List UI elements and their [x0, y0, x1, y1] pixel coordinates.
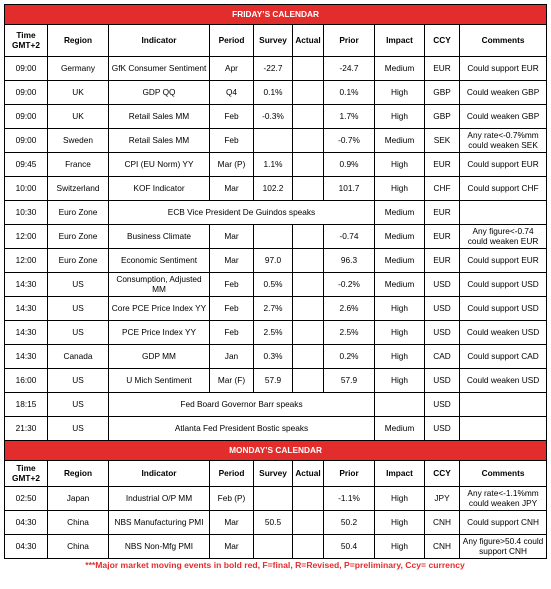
cell-prior: -0.7% [324, 129, 375, 153]
cell-prior: 101.7 [324, 177, 375, 201]
cell-period: Q4 [210, 81, 254, 105]
cell-indicator: Retail Sales MM [109, 129, 210, 153]
table-row [5, 369, 547, 393]
cell-actual [293, 129, 324, 153]
cell-period: Mar [210, 177, 254, 201]
cell-ccy: GBP [425, 105, 460, 129]
table-row [5, 321, 547, 345]
cell-ccy: EUR [425, 225, 460, 249]
cell-survey: 50.5 [254, 511, 293, 535]
cell-period: Feb [210, 273, 254, 297]
cell-period: Mar (F) [210, 369, 254, 393]
cell-survey [254, 535, 293, 559]
cell-time: 09:00 [5, 129, 48, 153]
cell-ccy: USD [425, 393, 460, 417]
cell-period: Feb [210, 321, 254, 345]
cell-time: 04:30 [5, 511, 48, 535]
cell-prior: 50.4 [324, 535, 375, 559]
header-ccy: CCY [425, 461, 460, 487]
table-row [5, 297, 547, 321]
cell-actual [293, 511, 324, 535]
cell-indicator: Industrial O/P MM [109, 487, 210, 511]
cell-survey: -0.3% [254, 105, 293, 129]
cell-time: 09:45 [5, 153, 48, 177]
cell-impact [375, 393, 425, 417]
cell-survey: 2.7% [254, 297, 293, 321]
table-row [5, 417, 547, 441]
cell-period: Feb [210, 105, 254, 129]
cell-prior: -0.74 [324, 225, 375, 249]
cell-ccy: CAD [425, 345, 460, 369]
cell-period: Jan [210, 345, 254, 369]
cell-time: 16:00 [5, 369, 48, 393]
cell-period: Feb [210, 129, 254, 153]
cell-actual [293, 535, 324, 559]
cell-indicator: NBS Non-Mfg PMI [109, 535, 210, 559]
cell-actual [293, 345, 324, 369]
cell-survey: 0.5% [254, 273, 293, 297]
header-region: Region [48, 25, 109, 57]
cell-region: Germany [48, 57, 109, 81]
cell-time: 14:30 [5, 321, 48, 345]
cell-impact: High [375, 321, 425, 345]
cell-ccy: USD [425, 321, 460, 345]
cell-survey: 1.1% [254, 153, 293, 177]
header-time: Time GMT+2 [5, 461, 48, 487]
cell-actual [293, 273, 324, 297]
cell-region: UK [48, 105, 109, 129]
table-row [5, 129, 547, 153]
header-comments: Comments [460, 25, 547, 57]
table-row [5, 201, 547, 225]
table-row [5, 105, 547, 129]
cell-region: Japan [48, 487, 109, 511]
cell-period: Mar [210, 225, 254, 249]
cell-ccy: CNH [425, 511, 460, 535]
economic-calendar [4, 4, 546, 570]
friday-header-row [5, 25, 547, 57]
cell-indicator: NBS Manufacturing PMI [109, 511, 210, 535]
cell-time: 14:30 [5, 297, 48, 321]
cell-comments: Could weaken GBP [460, 81, 547, 105]
cell-survey [254, 225, 293, 249]
cell-impact: High [375, 81, 425, 105]
cell-prior: 0.2% [324, 345, 375, 369]
cell-prior: 1.7% [324, 105, 375, 129]
calendar-table [4, 4, 547, 559]
table-row [5, 273, 547, 297]
cell-event: Fed Board Governor Barr speaks [109, 393, 375, 417]
cell-region: China [48, 511, 109, 535]
cell-region: UK [48, 81, 109, 105]
cell-survey: 0.1% [254, 81, 293, 105]
cell-comments: Any figure>50.4 could support CNH [460, 535, 547, 559]
cell-ccy: USD [425, 273, 460, 297]
header-indicator: Indicator [109, 461, 210, 487]
table-row [5, 393, 547, 417]
cell-period: Mar (P) [210, 153, 254, 177]
cell-survey: -22.7 [254, 57, 293, 81]
cell-survey [254, 129, 293, 153]
cell-region: US [48, 321, 109, 345]
header-comments: Comments [460, 461, 547, 487]
cell-time: 10:30 [5, 201, 48, 225]
cell-survey: 102.2 [254, 177, 293, 201]
table-row [5, 81, 547, 105]
header-survey: Survey [254, 25, 293, 57]
cell-region: US [48, 297, 109, 321]
cell-ccy: JPY [425, 487, 460, 511]
header-impact: Impact [375, 25, 425, 57]
cell-prior: 50.2 [324, 511, 375, 535]
cell-comments: Could support EUR [460, 153, 547, 177]
cell-time: 02:50 [5, 487, 48, 511]
cell-period: Feb (P) [210, 487, 254, 511]
monday-title: MONDAY’S CALENDAR [5, 441, 547, 461]
cell-indicator: GDP QQ [109, 81, 210, 105]
cell-region: Euro Zone [48, 249, 109, 273]
cell-impact: High [375, 511, 425, 535]
cell-impact: Medium [375, 417, 425, 441]
cell-impact: High [375, 153, 425, 177]
table-row [5, 153, 547, 177]
footer-note: ***Major market moving events in bold red, F=final, R=Revised, P=preliminary, Ccy= currency [85, 560, 465, 570]
cell-indicator: KOF Indicator [109, 177, 210, 201]
cell-actual [293, 297, 324, 321]
table-row [5, 345, 547, 369]
cell-actual [293, 225, 324, 249]
cell-comments: Any rate<-0.7%mm could weaken SEK [460, 129, 547, 153]
cell-indicator: CPI (EU Norm) YY [109, 153, 210, 177]
table-row [5, 249, 547, 273]
cell-region: Euro Zone [48, 225, 109, 249]
cell-prior: 0.1% [324, 81, 375, 105]
cell-survey: 2.5% [254, 321, 293, 345]
header-survey: Survey [254, 461, 293, 487]
cell-region: China [48, 535, 109, 559]
table-row [5, 177, 547, 201]
cell-survey: 57.9 [254, 369, 293, 393]
cell-prior: 0.9% [324, 153, 375, 177]
header-impact: Impact [375, 461, 425, 487]
header-region: Region [48, 461, 109, 487]
cell-prior: -24.7 [324, 57, 375, 81]
cell-actual [293, 249, 324, 273]
cell-region: Sweden [48, 129, 109, 153]
header-actual: Actual [293, 25, 324, 57]
cell-comments: Could support USD [460, 297, 547, 321]
cell-region: Euro Zone [48, 201, 109, 225]
cell-prior: 2.6% [324, 297, 375, 321]
cell-indicator: GfK Consumer Sentiment [109, 57, 210, 81]
cell-ccy: USD [425, 369, 460, 393]
table-row [5, 487, 547, 511]
cell-actual [293, 369, 324, 393]
cell-impact: Medium [375, 57, 425, 81]
cell-time: 09:00 [5, 57, 48, 81]
cell-comments: Any figure<-0.74 could weaken EUR [460, 225, 547, 249]
cell-comments: Could support CHF [460, 177, 547, 201]
table-row [5, 535, 547, 559]
cell-region: US [48, 417, 109, 441]
cell-impact: High [375, 369, 425, 393]
header-prior: Prior [324, 461, 375, 487]
cell-comments: Could weaken USD [460, 369, 547, 393]
header-period: Period [210, 25, 254, 57]
cell-indicator: Consumption, Adjusted MM [109, 273, 210, 297]
cell-prior: 2.5% [324, 321, 375, 345]
table-row [5, 57, 547, 81]
cell-indicator: GDP MM [109, 345, 210, 369]
cell-time: 14:30 [5, 345, 48, 369]
cell-ccy: EUR [425, 57, 460, 81]
cell-comments: Could support USD [460, 273, 547, 297]
cell-comments [460, 201, 547, 225]
cell-time: 12:00 [5, 249, 48, 273]
cell-ccy: CHF [425, 177, 460, 201]
cell-survey: 97.0 [254, 249, 293, 273]
monday-banner [5, 441, 547, 461]
header-indicator: Indicator [109, 25, 210, 57]
cell-ccy: USD [425, 297, 460, 321]
cell-time: 04:30 [5, 535, 48, 559]
header-period: Period [210, 461, 254, 487]
cell-indicator: Core PCE Price Index YY [109, 297, 210, 321]
cell-time: 14:30 [5, 273, 48, 297]
table-row [5, 511, 547, 535]
cell-region: France [48, 153, 109, 177]
cell-comments: Any rate<-1.1%mm could weaken JPY [460, 487, 547, 511]
cell-comments: Could weaken GBP [460, 105, 547, 129]
cell-event: Atlanta Fed President Bostic speaks [109, 417, 375, 441]
cell-period: Apr [210, 57, 254, 81]
cell-impact: High [375, 535, 425, 559]
cell-region: US [48, 273, 109, 297]
cell-prior: 57.9 [324, 369, 375, 393]
cell-period: Mar [210, 249, 254, 273]
cell-region: US [48, 369, 109, 393]
cell-period: Mar [210, 511, 254, 535]
cell-time: 09:00 [5, 105, 48, 129]
cell-impact: Medium [375, 129, 425, 153]
cell-region: US [48, 393, 109, 417]
cell-actual [293, 153, 324, 177]
cell-comments: Could weaken USD [460, 321, 547, 345]
cell-indicator: Economic Sentiment [109, 249, 210, 273]
cell-time: 09:00 [5, 81, 48, 105]
header-actual: Actual [293, 461, 324, 487]
cell-impact: Medium [375, 273, 425, 297]
cell-ccy: GBP [425, 81, 460, 105]
cell-period: Mar [210, 535, 254, 559]
cell-ccy: SEK [425, 129, 460, 153]
cell-impact: Medium [375, 225, 425, 249]
cell-ccy: EUR [425, 201, 460, 225]
cell-impact: High [375, 345, 425, 369]
cell-impact: Medium [375, 249, 425, 273]
cell-prior: -0.2% [324, 273, 375, 297]
header-time: Time GMT+2 [5, 25, 48, 57]
cell-comments: Could support CNH [460, 511, 547, 535]
cell-prior: 96.3 [324, 249, 375, 273]
cell-survey [254, 487, 293, 511]
cell-comments: Could support EUR [460, 249, 547, 273]
cell-time: 10:00 [5, 177, 48, 201]
cell-actual [293, 81, 324, 105]
friday-banner [5, 5, 547, 25]
cell-ccy: EUR [425, 153, 460, 177]
monday-header-row [5, 461, 547, 487]
header-prior: Prior [324, 25, 375, 57]
cell-impact: High [375, 105, 425, 129]
cell-indicator: PCE Price Index YY [109, 321, 210, 345]
cell-actual [293, 487, 324, 511]
cell-indicator: Retail Sales MM [109, 105, 210, 129]
cell-comments [460, 393, 547, 417]
cell-comments: Could support EUR [460, 57, 547, 81]
cell-time: 21:30 [5, 417, 48, 441]
cell-indicator: Business Climate [109, 225, 210, 249]
cell-comments: Could support CAD [460, 345, 547, 369]
cell-comments [460, 417, 547, 441]
cell-time: 18:15 [5, 393, 48, 417]
cell-indicator: U Mich Sentiment [109, 369, 210, 393]
cell-impact: High [375, 297, 425, 321]
cell-period: Feb [210, 297, 254, 321]
friday-title: FRIDAY’S CALENDAR [5, 5, 547, 25]
cell-impact: High [375, 487, 425, 511]
cell-impact: High [375, 177, 425, 201]
cell-actual [293, 321, 324, 345]
cell-actual [293, 57, 324, 81]
cell-actual [293, 177, 324, 201]
header-ccy: CCY [425, 25, 460, 57]
table-row [5, 225, 547, 249]
cell-survey: 0.3% [254, 345, 293, 369]
cell-event: ECB Vice President De Guindos speaks [109, 201, 375, 225]
cell-time: 12:00 [5, 225, 48, 249]
cell-ccy: EUR [425, 249, 460, 273]
cell-ccy: CNH [425, 535, 460, 559]
cell-impact: Medium [375, 201, 425, 225]
cell-region: Switzerland [48, 177, 109, 201]
cell-actual [293, 105, 324, 129]
cell-region: Canada [48, 345, 109, 369]
cell-prior: -1.1% [324, 487, 375, 511]
cell-ccy: USD [425, 417, 460, 441]
